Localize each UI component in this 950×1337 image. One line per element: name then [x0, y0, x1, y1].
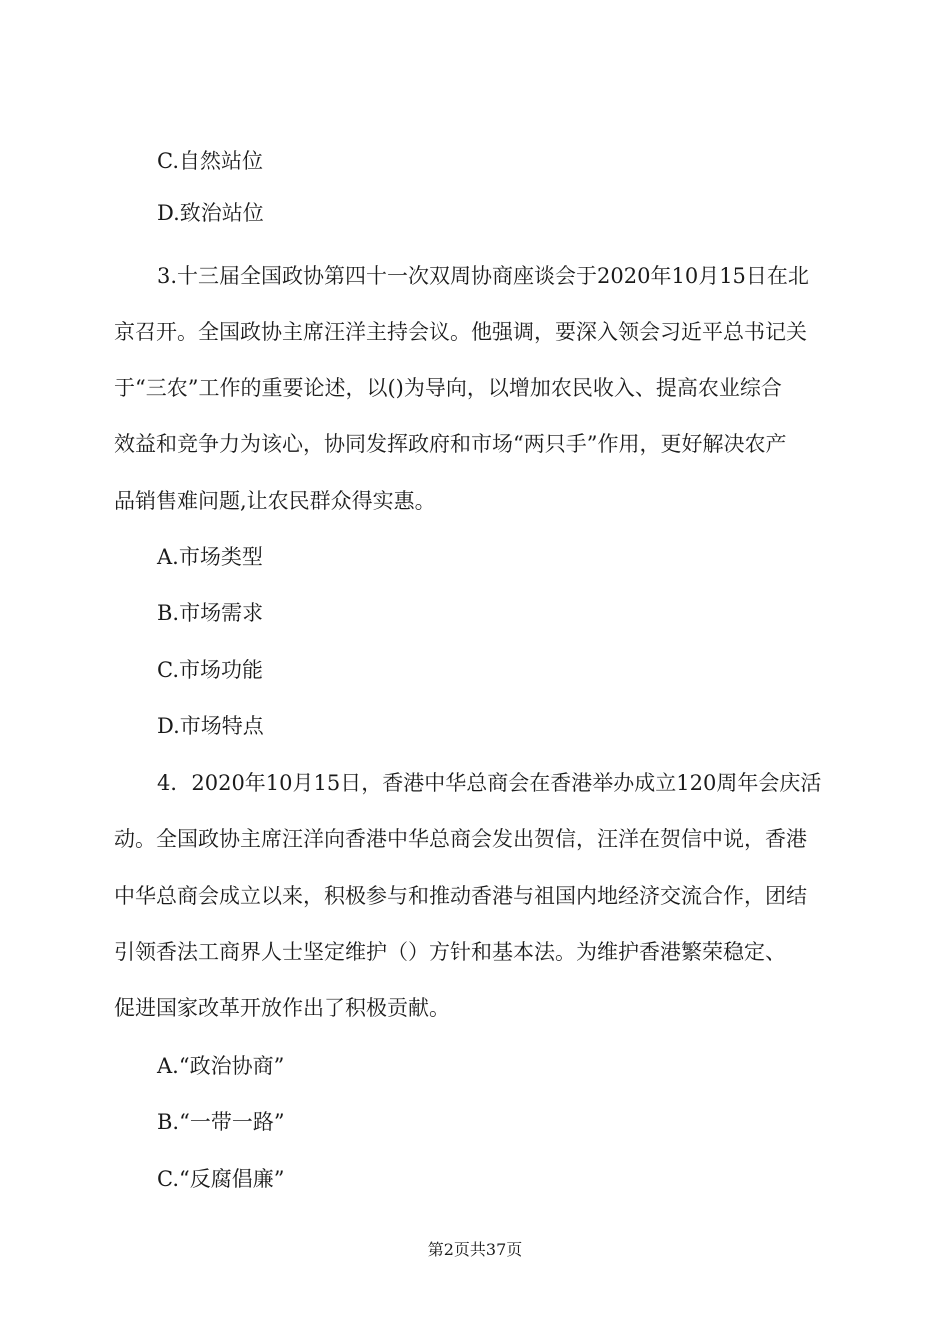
q4-stem-line-4: 引领香法工商界人士坚定维护（）方针和基本法。为维护香港繁荣稳定、: [114, 940, 786, 964]
q3-stem-line-5: 品销售难问题,让农民群众得实惠。: [114, 489, 436, 513]
q4-stem-line-5: 促进国家改革开放作出了积极贡献。: [114, 996, 450, 1020]
q4-option-b: B.“一带一路”: [157, 1110, 285, 1134]
q3-option-d: D.市场特点: [157, 714, 264, 738]
q3-stem-line-2: 京召开。全国政协主席汪洋主持会议。他强调，要深入领会习近平总书记关: [114, 320, 807, 344]
q4-stem-line-1: 4．2020年10月15日，香港中华总商会在香港举办成立120周年会庆活: [157, 771, 822, 795]
q4-stem-line-3: 中华总商会成立以来，积极参与和推动香港与祖国内地经济交流合作，团结: [114, 884, 807, 908]
q4-option-a: A.“政治协商”: [157, 1054, 285, 1078]
q2-option-c: C.自然站位: [157, 149, 263, 173]
q3-stem-line-3: 于“三农”工作的重要论述，以()为导向，以增加农民收入、提高农业综合: [114, 376, 782, 400]
page-number-footer: 第2页共37页: [427, 1240, 523, 1259]
q3-option-c: C.市场功能: [157, 658, 263, 682]
q4-option-c: C.“反腐倡廉”: [157, 1167, 285, 1191]
q3-option-b: B.市场需求: [157, 601, 264, 625]
q2-option-d: D.致治站位: [157, 201, 264, 225]
q3-stem-line-1: 3.十三届全国政协第四十一次双周协商座谈会于2020年10月15日在北: [157, 264, 809, 288]
q4-stem-line-2: 动。全国政协主席汪洋向香港中华总商会发出贺信，汪洋在贺信中说，香港: [114, 827, 807, 851]
q3-option-a: A.市场类型: [157, 545, 263, 569]
q3-stem-line-4: 效益和竞争力为该心，协同发挥政府和市场“两只手”作用，更好解决农产: [114, 432, 787, 456]
